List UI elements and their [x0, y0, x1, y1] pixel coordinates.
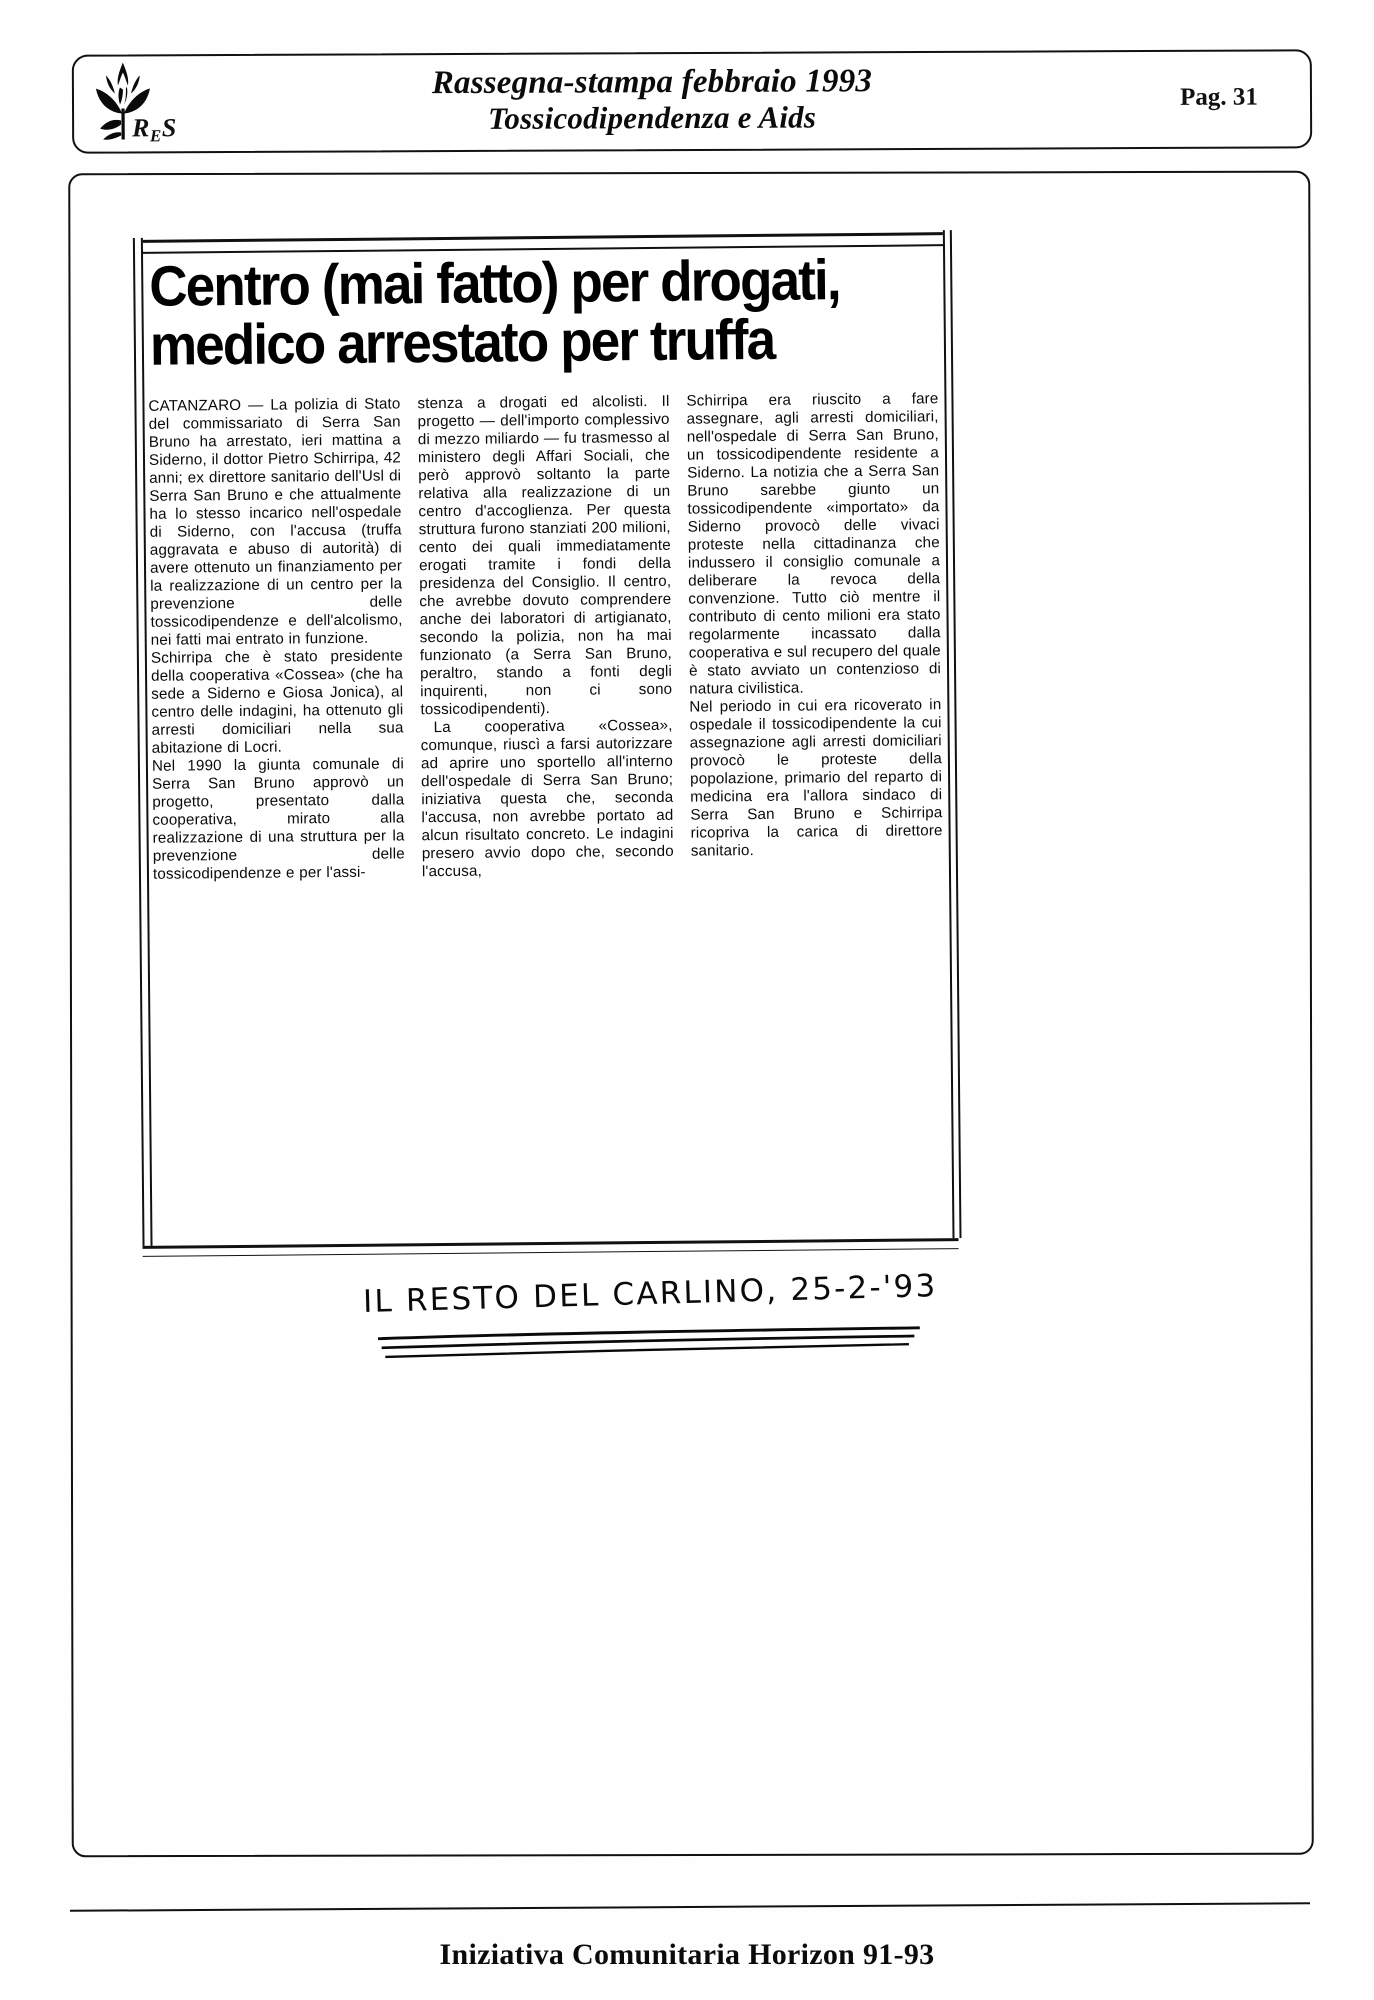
header-title-line2: Tossicodipendenza e Aids [487, 99, 817, 136]
header-title [160, 62, 1144, 138]
paragraph: Schirripa era riuscito a fare assegnare, agli arresti domiciliari, nell'ospedale di Serra San Bruno, un tossicodipendente residente a Siderno. La notizia che a Serra San Bruno sarebbe giunto un tossicodipendente «importato» da Siderno provocò delle vivaci proteste nella cittadinanza che indussero il consiglio comunale a deliberare la revoca della convenzione. Tutto ciò mentre il contributo di cento milioni era stato regolarmente incassato dalla cooperativa e sul recupero del quale è stato avviato un contenzioso di natura civilistica. [686, 390, 942, 698]
article-column-2 [417, 393, 674, 881]
headline-line-2: medico arrestato per truffa [149, 308, 775, 379]
page-number: Pag. 31 [1180, 83, 1258, 111]
article-column-3 [686, 390, 943, 878]
newspaper-clipping [143, 232, 953, 1310]
logo-r: R [132, 112, 151, 142]
logo-e: E [149, 125, 162, 145]
paragraph: La cooperativa «Cossea», comunque, riuscì a farsi autorizzare ad aprire uno sportello all'interno dell'ospedale di Serra San Bruno; iniziativa questa che, seconda l'accusa, non avrebbe portato ad alcun risultato concreto. Le indagini presero avvio dopo che, secondo l'accusa, [420, 716, 674, 881]
source-annotation-text: IL RESTO DEL CARLINO, 25-2-'93 [362, 1267, 938, 1321]
header-content [72, 49, 1308, 149]
headline-line-1: Centro (mai fatto) per drogati, [149, 248, 841, 319]
paragraph: Nel 1990 la giunta comunale di Serra San Bruno approvò un progetto, presentato dalla cooperativa, mirato alla realizzazione di una struttura per la prevenzione delle tossicodipendenze e per l'assi- [151, 755, 405, 883]
footer-text: Iniziativa Comunitaria Horizon 91-93 [439, 1938, 935, 1971]
clipping-bottom-rule [143, 1238, 959, 1257]
res-logo [80, 56, 200, 149]
paragraph: Nel periodo in cui era ricoverato in ospedale il tossicodipendente la cui assegnazione agli arresti domiciliari provocò le proteste della popolazione, primario del reparto di medicina era l'allora sindaco di Serra San Bruno e Schirripa ricopriva la carica di direttore sanitario. [689, 696, 943, 860]
article-headline [149, 248, 885, 379]
paragraph: CATANZARO — La polizia di Stato del commissariato di Serra San Bruno ha arrestato, ieri mattina a Siderno, il dottor Pietro Schirripa, 42 anni; ex direttore sanitario dell'Usl di Serra San Bruno e che attualmente ha lo stesso incarico nell'ospedale di Siderno, con l'accusa (truffa aggravata e abuso di autorità) di avere ottenuto un finanziamento per la realizzazione di un centro per la prevenzione delle tossicodipendenze e dell'alcolismo, nei fatti mai entrato in funzione. [148, 395, 403, 649]
logo-s: S [161, 112, 177, 142]
logo-wordmark [132, 113, 177, 146]
article-columns [148, 390, 945, 884]
header-title-line1: Rassegna-stampa febbraio 1993 [431, 62, 873, 101]
paragraph: Schirripa che è stato presidente della cooperativa «Cossea» (che ha sede a Siderno e Giosa Jonica), al centro delle indagini, ha ottenuto gli arresti domiciliari nella sua abitazione di Locri. [150, 647, 404, 757]
footer-rule [70, 1902, 1310, 1912]
paragraph: stenza a drogati ed alcolisti. Il progetto — dell'importo complessivo di mezzo miliardo — fu trasmesso al ministero degli Affari Sociali, che però approvò soltanto la parte relativa alla realizzazione di un centro d'accoglienza. Per questa struttura furono stanziati 200 milioni, cento dei quali immediatamente erogati tramite i fondi della presidenza del Consiglio. Il centro, che avrebbe dovuto comprendere anche dei laboratori di artigianato, secondo la polizia, non ha mai funzionato (a Serra San Bruno, peraltro, stando a fonti degli inquirenti, non ci sono tossicodipendenti). [417, 392, 673, 719]
article-column-1 [148, 395, 405, 883]
